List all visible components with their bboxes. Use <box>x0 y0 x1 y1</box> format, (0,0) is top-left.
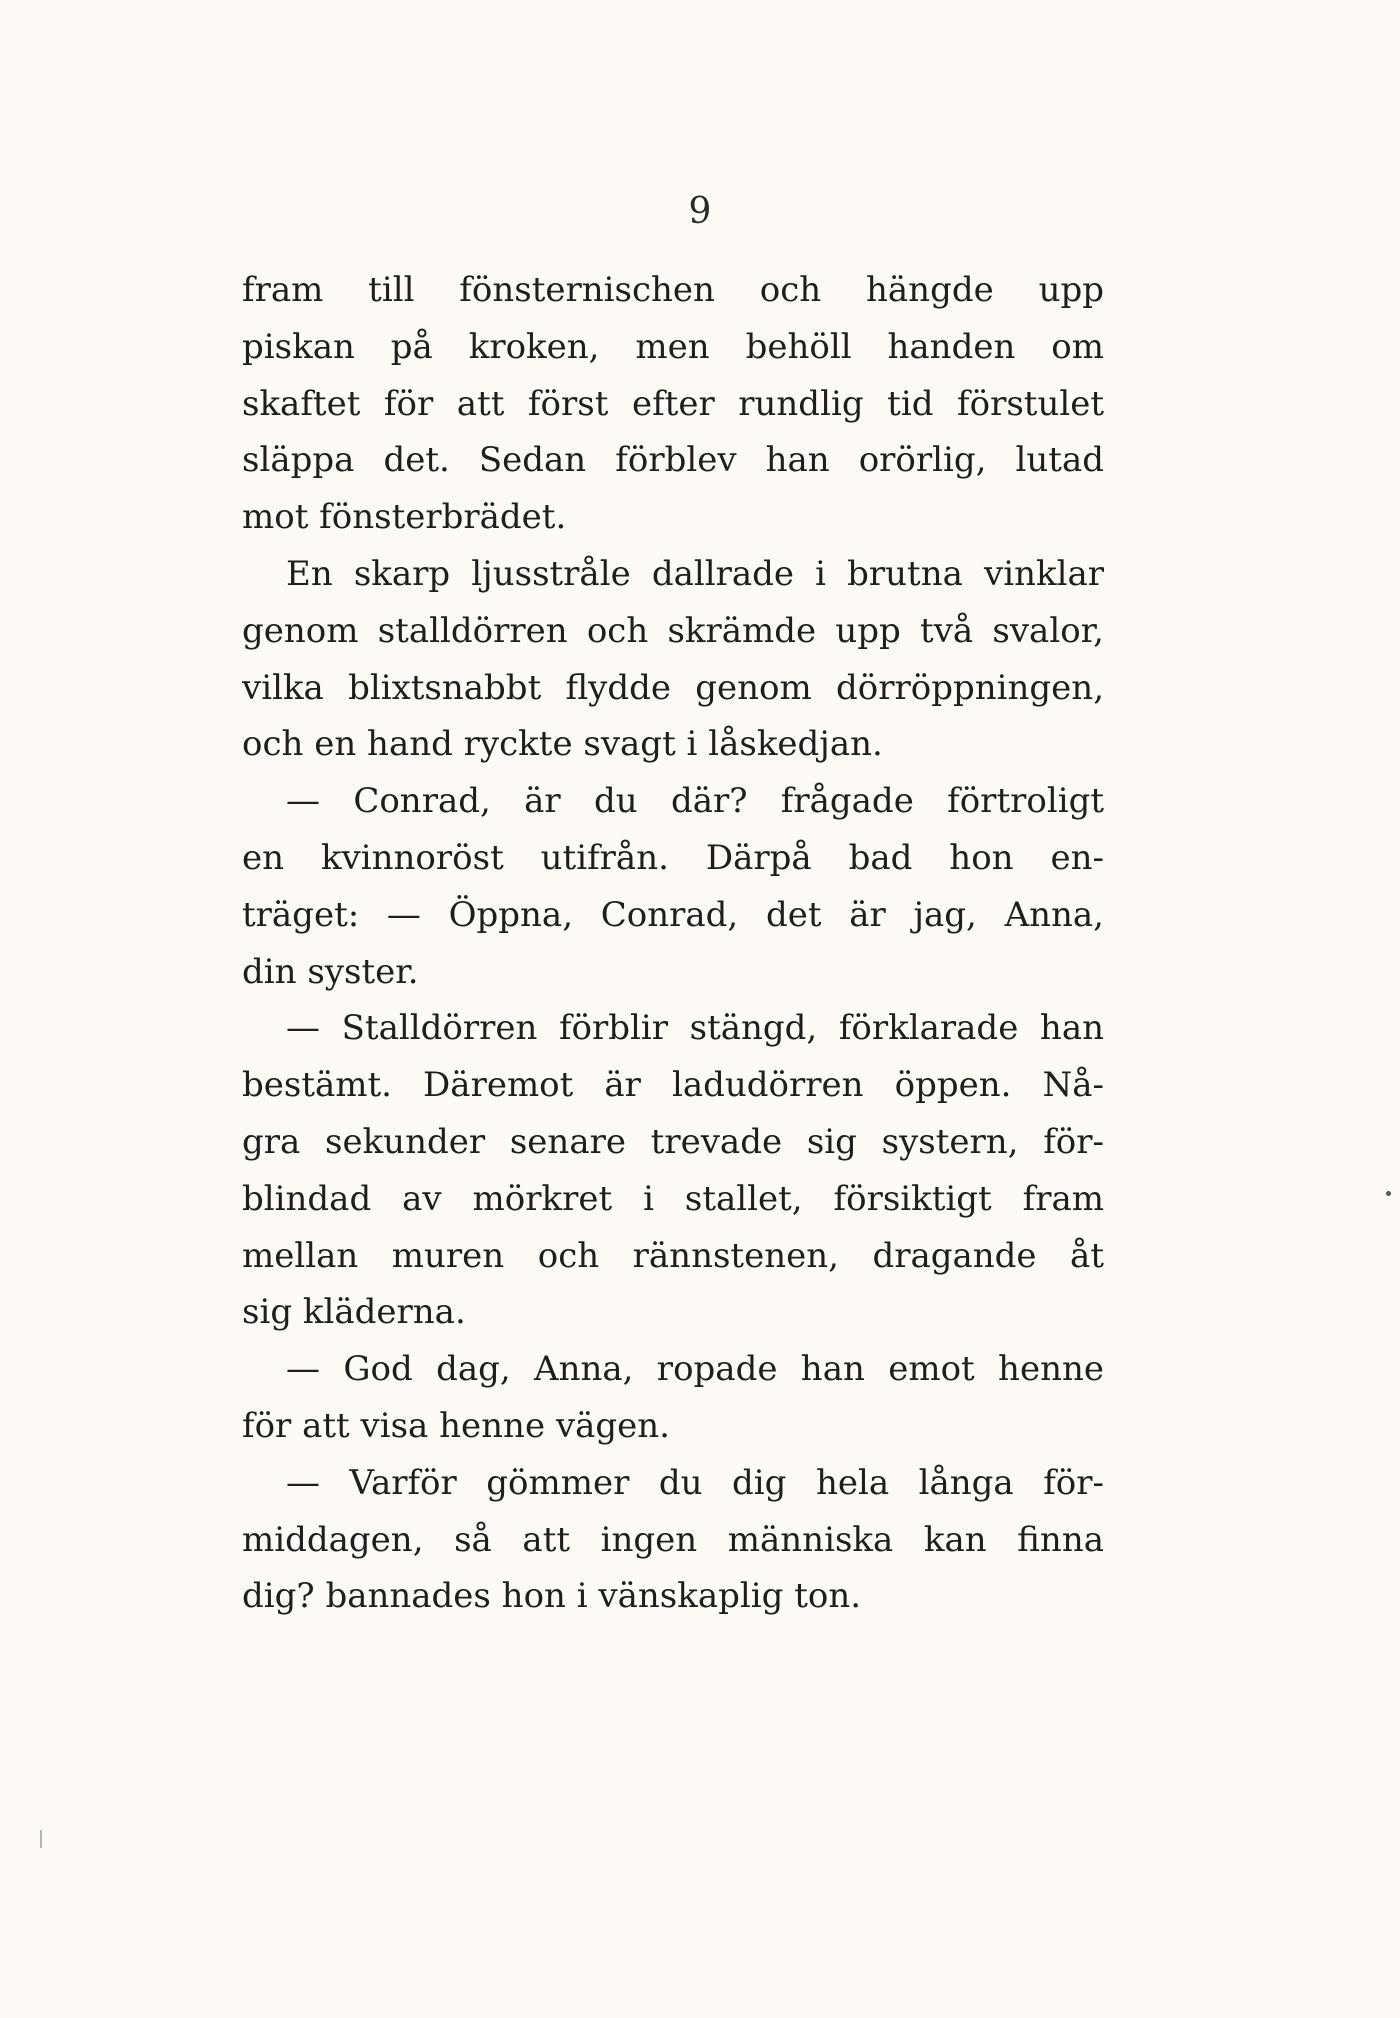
text-line: — Conrad, är du där? frågade förtroligt <box>286 781 1104 822</box>
text-line: en kvinnoröst utifrån. Därpå bad hon en- <box>242 837 1104 878</box>
text-line: din syster. <box>242 951 419 992</box>
text-line: träget: — Öppna, Conrad, det är jag, Anna, <box>242 894 1104 935</box>
text-line: middagen, så att ingen människa kan finna <box>242 1519 1104 1560</box>
text-line: bestämt. Däremot är ladudörren öppen. Nå- <box>242 1065 1104 1106</box>
page-number: 9 <box>688 191 712 232</box>
margin-mark <box>40 1830 42 1848</box>
text-line: En skarp ljusstråle dallrade i brutna vinklar <box>286 553 1104 594</box>
text-line: gra sekunder senare trevade sig systern, för- <box>242 1121 1104 1162</box>
text-line: för att visa henne vägen. <box>242 1405 670 1446</box>
text-line: skaftet för att först efter rundlig tid förstulet <box>242 383 1104 424</box>
text-line: mot fönsterbrädet. <box>242 497 567 538</box>
text-line: — God dag, Anna, ropade han emot henne <box>286 1349 1104 1390</box>
body-text <box>242 262 1104 1625</box>
text-line: — Stalldörren förblir stängd, förklarade han <box>286 1008 1104 1049</box>
text-line: — Varför gömmer du dig hela långa för- <box>286 1462 1104 1503</box>
text-line: och en hand ryckte svagt i låskedjan. <box>242 724 883 765</box>
text-line: vilka blixtsnabbt flydde genom dörröppningen, <box>242 667 1104 708</box>
text-line: piskan på kroken, men behöll handen om <box>242 326 1104 367</box>
text-line: fram till fönsternischen och hängde upp <box>242 270 1104 310</box>
text-line: släppa det. Sedan förblev han orörlig, lutad <box>242 440 1104 481</box>
text-line: genom stalldörren och skrämde upp två svalor, <box>242 610 1104 651</box>
text-line: mellan muren och rännstenen, dragande åt <box>242 1235 1104 1276</box>
text-line: blindad av mörkret i stallet, försiktigt fram <box>242 1178 1104 1219</box>
text-line: sig kläderna. <box>242 1292 466 1333</box>
text-line: dig? bannades hon i vänskaplig ton. <box>242 1576 862 1617</box>
margin-speck <box>1386 1191 1391 1196</box>
